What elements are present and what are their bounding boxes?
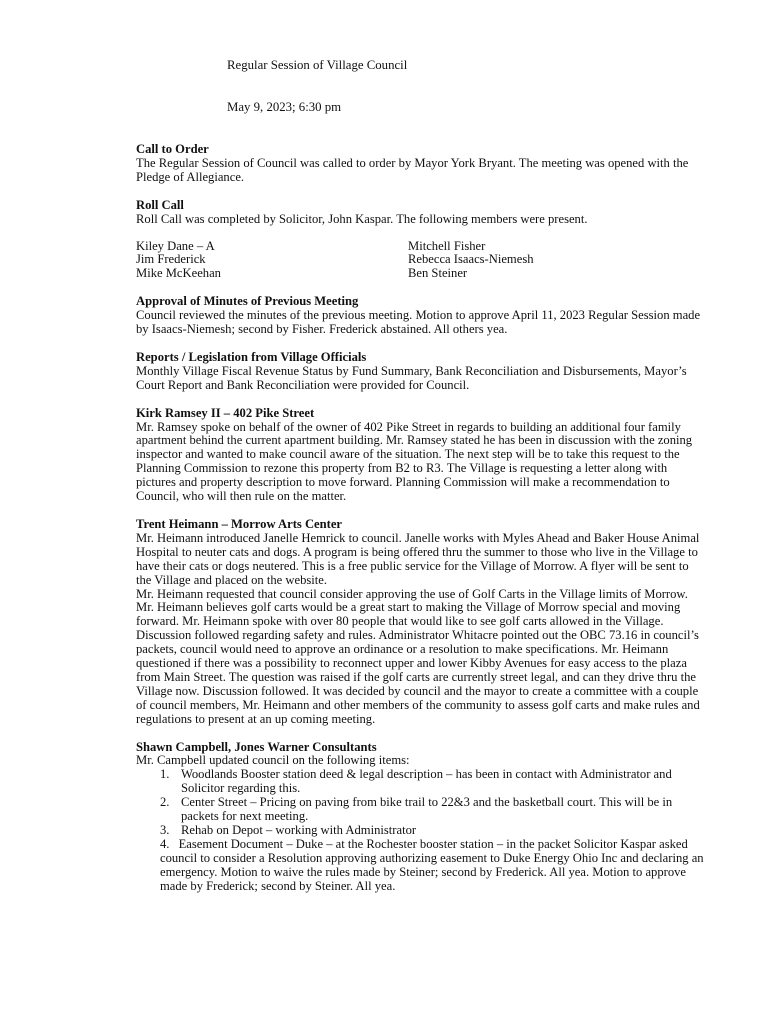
section-campbell (136, 741, 706, 894)
section-heimann (136, 518, 706, 727)
section-reports (136, 351, 706, 393)
list-item-text: Rehab on Depot – working with Administrator (181, 823, 417, 838)
section-heading: Roll Call (136, 197, 184, 212)
section-heading: Kirk Ramsey II – 402 Pike Street (136, 405, 315, 420)
member-name: Mitchell Fisher (408, 238, 486, 253)
member-name: Kiley Dane – A (136, 238, 215, 253)
meeting-date: May 9, 2023; 6:30 pm (227, 100, 342, 114)
member-name: Jim Frederick (136, 252, 206, 267)
section-heading: Call to Order (136, 142, 209, 156)
list-item (136, 838, 706, 894)
section-heading: Shawn Campbell, Jones Warner Consultants (136, 739, 377, 754)
list-number: 1. (160, 767, 170, 782)
list-item (136, 796, 706, 824)
list-number: 4. (160, 836, 170, 851)
section-approval-of-minutes (136, 295, 706, 337)
document-title: Regular Session of Village Council (227, 58, 408, 72)
list-item (136, 768, 706, 796)
section-ramsey (136, 407, 706, 504)
section-text: Mr. Campbell updated council on the following items: (136, 753, 410, 768)
member-name: Mike McKeehan (136, 266, 221, 281)
section-text: Mr. Heimann requested that council consider approving the use of Golf Carts in the Village limits of Morrow. Mr. Heimann believes golf carts would be a great start to making the Village of Morrow special and moving forward. Mr. Heimann spoke with over 80 people that would like to see golf carts allowed in the Village. Discussion followed regarding safety and rules. Administrator Whitacre pointed out the OBC 73.16 in council’s packets, council would need to approve an ordinance or a resolution to make specifications. Mr. Heimann questioned if there was a possibility to reconnect upper and lower Kibby Avenues for easy access to the plaza from Main Street. The question was raised if the golf carts are currently street legal, and can they drive thru the Village now. Discussion followed. It was decided by council and the mayor to create a committee with a couple of council members, Mr. Heimann and other members of the community to assess golf carts and make rules and regulations to present at an up coming meeting. (136, 586, 700, 726)
update-list (136, 768, 706, 893)
list-item-text: Center Street – Pricing on paving from bike trail to 22&3 and the basketball court. This will be in packets for next meeting. (181, 795, 673, 824)
section-text: The Regular Session of Council was called to order by Mayor York Bryant. The meeting was opened with the Pledge of Allegiance. (136, 155, 689, 184)
section-heading: Approval of Minutes of Previous Meeting (136, 294, 359, 309)
section-text: Roll Call was completed by Solicitor, John Kaspar. The following members were present. (136, 211, 588, 226)
section-call-to-order (136, 143, 706, 185)
member-name: Rebecca Isaacs-Niemesh (408, 252, 534, 267)
section-roll-call (136, 199, 706, 281)
minutes-body (136, 143, 706, 908)
list-item-text: Woodlands Booster station deed & legal description – has been in contact with Administrator and Solicitor regarding this. (181, 767, 672, 796)
list-item (136, 824, 706, 838)
list-number: 2. (160, 795, 170, 810)
member-column-right (408, 240, 680, 282)
list-item-text: Easement Document – Duke – at the Rochester booster station – in the packet Solicitor Kaspar asked council to consider a Resolution approving authorizing easement to Duke Energy Ohio Inc and declaring an emergency. Motion to waive the rules made by Steiner; second by Frederick. All yea. Motion to approve made by Frederick; second by Steiner. All yea. (160, 836, 704, 893)
section-text: Mr. Heimann introduced Janelle Hemrick to council. Janelle works with Myles Ahead and Baker House Animal Hospital to neuter cats and dogs. A program is being offered thru the summer to those who live in the Village to have their cats or dogs neutered. This is a free public service for the Village of Morrow. A flyer will be sent to the Village and placed on the website. (136, 530, 700, 587)
section-text: Council reviewed the minutes of the previous meeting. Motion to approve April 11, 2023 Regular Session made by Isaacs-Niemesh; second by Fisher. Frederick abstained. All others yea. (136, 308, 701, 337)
member-list (136, 240, 706, 282)
list-number: 3. (160, 823, 170, 838)
section-text: Mr. Ramsey spoke on behalf of the owner of 402 Pike Street in regards to building an additional four family apartment behind the current apartment building. Mr. Ramsey stated he has been in discussion with the zoning inspector and wanted to make council aware of the situation. The next step will be to take this request to the Planning Commission to rezone this property from B2 to R3. The Village is requesting a letter along with pictures and property description to move forward. Planning Commission will make a recommendation to Council, who will then rule on the matter. (136, 419, 693, 504)
section-heading: Reports / Legislation from Village Officials (136, 349, 367, 364)
member-name: Ben Steiner (408, 266, 468, 281)
member-column-left (136, 240, 408, 282)
section-text: Monthly Village Fiscal Revenue Status by Fund Summary, Bank Reconciliation and Disbursements, Mayor’s Court Report and Bank Reconciliation were provided for Council. (136, 363, 687, 392)
section-heading: Trent Heimann – Morrow Arts Center (136, 516, 343, 531)
